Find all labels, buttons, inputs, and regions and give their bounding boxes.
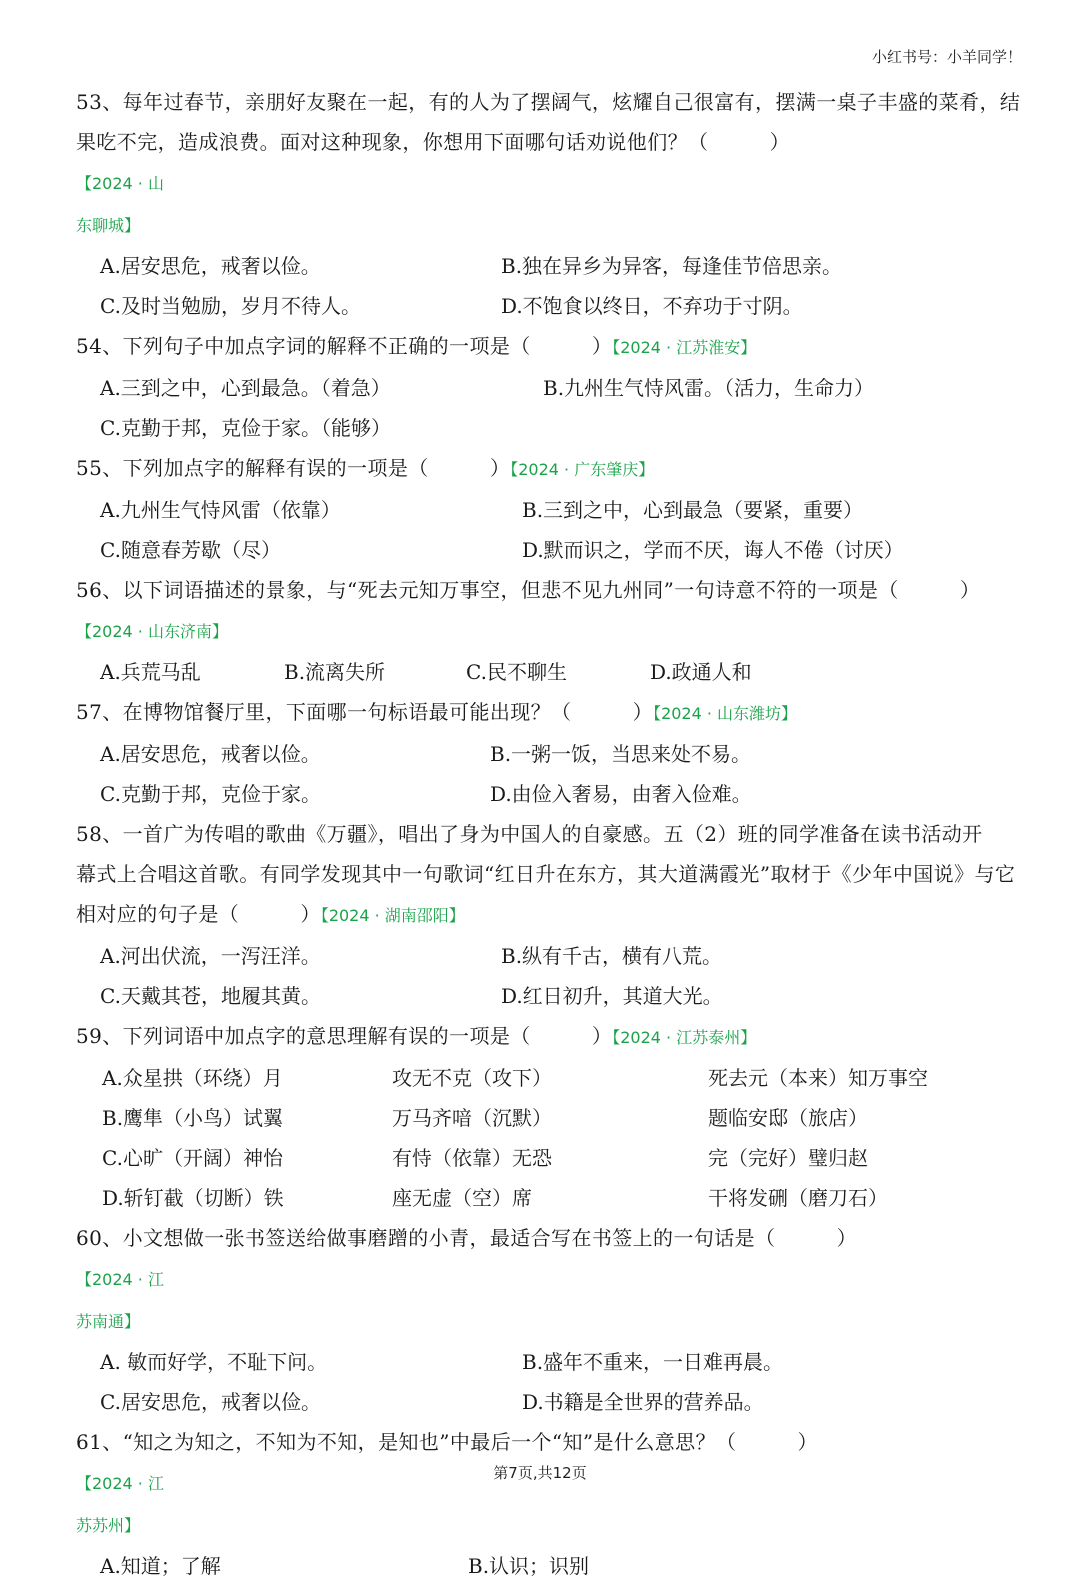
question-source-tag: 【2024 · 江苏淮安】: [612, 338, 757, 357]
answer-option[interactable]: A.兵荒马乱: [100, 660, 201, 684]
answer-option[interactable]: C.民不聊生: [466, 660, 567, 684]
question-source-tag: 【2024 · 江苏泰州】: [612, 1028, 757, 1047]
question-61: [76, 1422, 1006, 1586]
answer-option[interactable]: 题临安邸（旅店）: [708, 1106, 868, 1130]
question-stem-line: 56、以下词语描述的景象，与“死去元知万事空，但悲不见九州同”一句诗意不符的一项是（ ）: [76, 578, 981, 602]
answer-option[interactable]: D.政通人和: [650, 660, 752, 684]
question-source-tag: 【2024 · 山东潍坊】: [653, 704, 798, 723]
question-56: [76, 570, 1006, 692]
answer-option[interactable]: 干将发硎（磨刀石）: [708, 1186, 888, 1210]
question-55: [76, 448, 1006, 570]
option-row: [76, 734, 1006, 774]
answer-option[interactable]: A.九州生气恃风雷（依靠）: [100, 498, 341, 522]
question-stem-line: 59、下列词语中加点字的意思理解有误的一项是（ ）【2024 · 江苏泰州】: [76, 1024, 757, 1048]
answer-option[interactable]: B.鹰隼（小鸟）试翼: [102, 1106, 284, 1130]
option-row: [76, 286, 1006, 326]
answer-option[interactable]: D.不饱食以终日，不弃功于寸阴。: [501, 294, 803, 318]
option-row: [76, 530, 1006, 570]
answer-option[interactable]: 座无虚（空）席: [392, 1186, 532, 1210]
question-source-tag: 【2024 · 江: [76, 1270, 164, 1289]
question-source-tag: 【2024 · 山: [76, 174, 164, 193]
answer-option[interactable]: A. 敏而好学，不耻下问。: [100, 1350, 328, 1374]
page-number: 第7页,共12页: [493, 1464, 587, 1482]
answer-option[interactable]: A.众星拱（环绕）月: [102, 1066, 283, 1090]
option-row: [76, 976, 1006, 1016]
option-row: [76, 774, 1006, 814]
answer-option[interactable]: 死去元（本来）知万事空: [708, 1066, 928, 1090]
answer-option[interactable]: D.由俭入奢易，由奢入俭难。: [490, 782, 752, 806]
question-source-tag: 【2024 · 江: [76, 1474, 164, 1493]
question-58: [76, 814, 1016, 1016]
option-row: [76, 936, 1006, 976]
option-row: [76, 1098, 1006, 1138]
answer-option[interactable]: 有恃（依靠）无恐: [392, 1146, 552, 1170]
option-row: [76, 1138, 1006, 1178]
option-row: [76, 490, 1006, 530]
answer-option[interactable]: C.心旷（开阔）神怡: [102, 1146, 283, 1170]
question-source-tag-cont: 苏南通】: [76, 1312, 141, 1331]
option-row: [76, 1382, 1006, 1422]
option-row: [76, 408, 1006, 448]
question-stem-line: 60、小文想做一张书签送给做事磨蹭的小青，最适合写在书签上的一句话是（ ）: [76, 1226, 858, 1250]
answer-option[interactable]: B.独在异乡为异客，每逢佳节倍思亲。: [501, 254, 843, 278]
question-list: [76, 82, 1021, 1586]
option-row: [76, 652, 1006, 692]
answer-option[interactable]: 攻无不克（攻下）: [392, 1066, 552, 1090]
question-stem-line: [76, 1258, 1006, 1300]
question-stem-line: 61、“知之为知之，不知为不知，是知也”中最后一个“知”是什么意思？（ ）: [76, 1430, 818, 1454]
answer-option[interactable]: C.克勤于邦，克俭于家。: [100, 782, 321, 806]
answer-option[interactable]: A.河出伏流，一泻汪洋。: [100, 944, 321, 968]
question-source-tag-cont: 苏苏州】: [76, 1516, 141, 1535]
answer-option[interactable]: B.九州生气恃风雷。（活力，生命力）: [543, 376, 875, 400]
answer-option[interactable]: 完（完好）璧归赵: [708, 1146, 868, 1170]
option-row: [76, 1178, 1006, 1218]
question-stem-line: 54、下列句子中加点字词的解释不正确的一项是（ ）【2024 · 江苏淮安】: [76, 334, 757, 358]
question-stem-line: [76, 162, 1006, 204]
answer-option[interactable]: A.知道；了解: [100, 1554, 221, 1578]
answer-option[interactable]: C.随意春芳歇（尽）: [100, 538, 281, 562]
question-stem-line: 53、每年过春节，亲朋好友聚在一起，有的人为了摆阔气，炫耀自己很富有，摆满一桌子丰盛的菜肴，结: [76, 90, 1021, 114]
question-source-tag-cont: 东聊城】: [76, 216, 141, 235]
question-source-tag: 【2024 · 山东济南】: [76, 622, 228, 641]
question-54: [76, 326, 1006, 448]
answer-option[interactable]: B.一粥一饭，当思来处不易。: [490, 742, 752, 766]
option-row: [76, 1546, 1006, 1586]
question-source-tag: 【2024 · 湖南邵阳】: [320, 906, 465, 925]
answer-option[interactable]: D.书籍是全世界的营养品。: [522, 1390, 764, 1414]
question-stem-line: 相对应的句子是（ ）【2024 · 湖南邵阳】: [76, 902, 465, 926]
option-row: [76, 246, 1006, 286]
answer-option[interactable]: C.及时当勉励，岁月不待人。: [100, 294, 361, 318]
answer-option[interactable]: C.居安思危，戒奢以俭。: [100, 1390, 321, 1414]
account-tag: 小红书号：小羊同学！: [871, 48, 1022, 66]
answer-option[interactable]: B.三到之中，心到最急（要紧，重要）: [522, 498, 864, 522]
question-stem-line: 58、一首广为传唱的歌曲《万疆》，唱出了身为中国人的自豪感。五（2）班的同学准备在读书活动开: [76, 822, 983, 846]
question-stem-line: 57、在博物馆餐厅里，下面哪一句标语最可能出现？（ ）【2024 · 山东潍坊】: [76, 700, 798, 724]
question-57: [76, 692, 1006, 814]
question-53: [76, 82, 1021, 326]
question-stem-line: 果吃不完，造成浪费。面对这种现象，你想用下面哪句话劝说他们？（ ）: [76, 130, 790, 154]
question-59: [76, 1016, 1006, 1218]
answer-option[interactable]: D.默而识之，学而不厌，诲人不倦（讨厌）: [522, 538, 904, 562]
answer-option[interactable]: A.三到之中，心到最急。（着急）: [100, 376, 391, 400]
question-60: [76, 1218, 1006, 1422]
option-row: [76, 1058, 1006, 1098]
answer-option[interactable]: D.斩钉截（切断）铁: [102, 1186, 284, 1210]
question-stem-line: 55、下列加点字的解释有误的一项是（ ）【2024 · 广东肇庆】: [76, 456, 655, 480]
answer-option[interactable]: B.流离失所: [284, 660, 386, 684]
answer-option[interactable]: A.居安思危，戒奢以俭。: [100, 742, 321, 766]
answer-option[interactable]: C.克勤于邦，克俭于家。（能够）: [100, 416, 391, 440]
answer-option[interactable]: A.居安思危，戒奢以俭。: [100, 254, 321, 278]
answer-option[interactable]: C.天戴其苍，地履其黄。: [100, 984, 321, 1008]
answer-option[interactable]: 万马齐喑（沉默）: [392, 1106, 552, 1130]
option-row: [76, 368, 1006, 408]
answer-option[interactable]: B.认识；识别: [468, 1554, 590, 1578]
answer-option[interactable]: B.纵有千古，横有八荒。: [501, 944, 723, 968]
answer-option[interactable]: B.盛年不重来，一日难再晨。: [522, 1350, 784, 1374]
option-row: [76, 1342, 1006, 1382]
question-stem-line: 幕式上合唱这首歌。有同学发现其中一句歌词“红日升在东方，其大道满霞光”取材于《少年中国说》与它: [76, 862, 1016, 886]
answer-option[interactable]: D.红日初升，其道大光。: [501, 984, 723, 1008]
question-source-tag: 【2024 · 广东肇庆】: [510, 460, 655, 479]
